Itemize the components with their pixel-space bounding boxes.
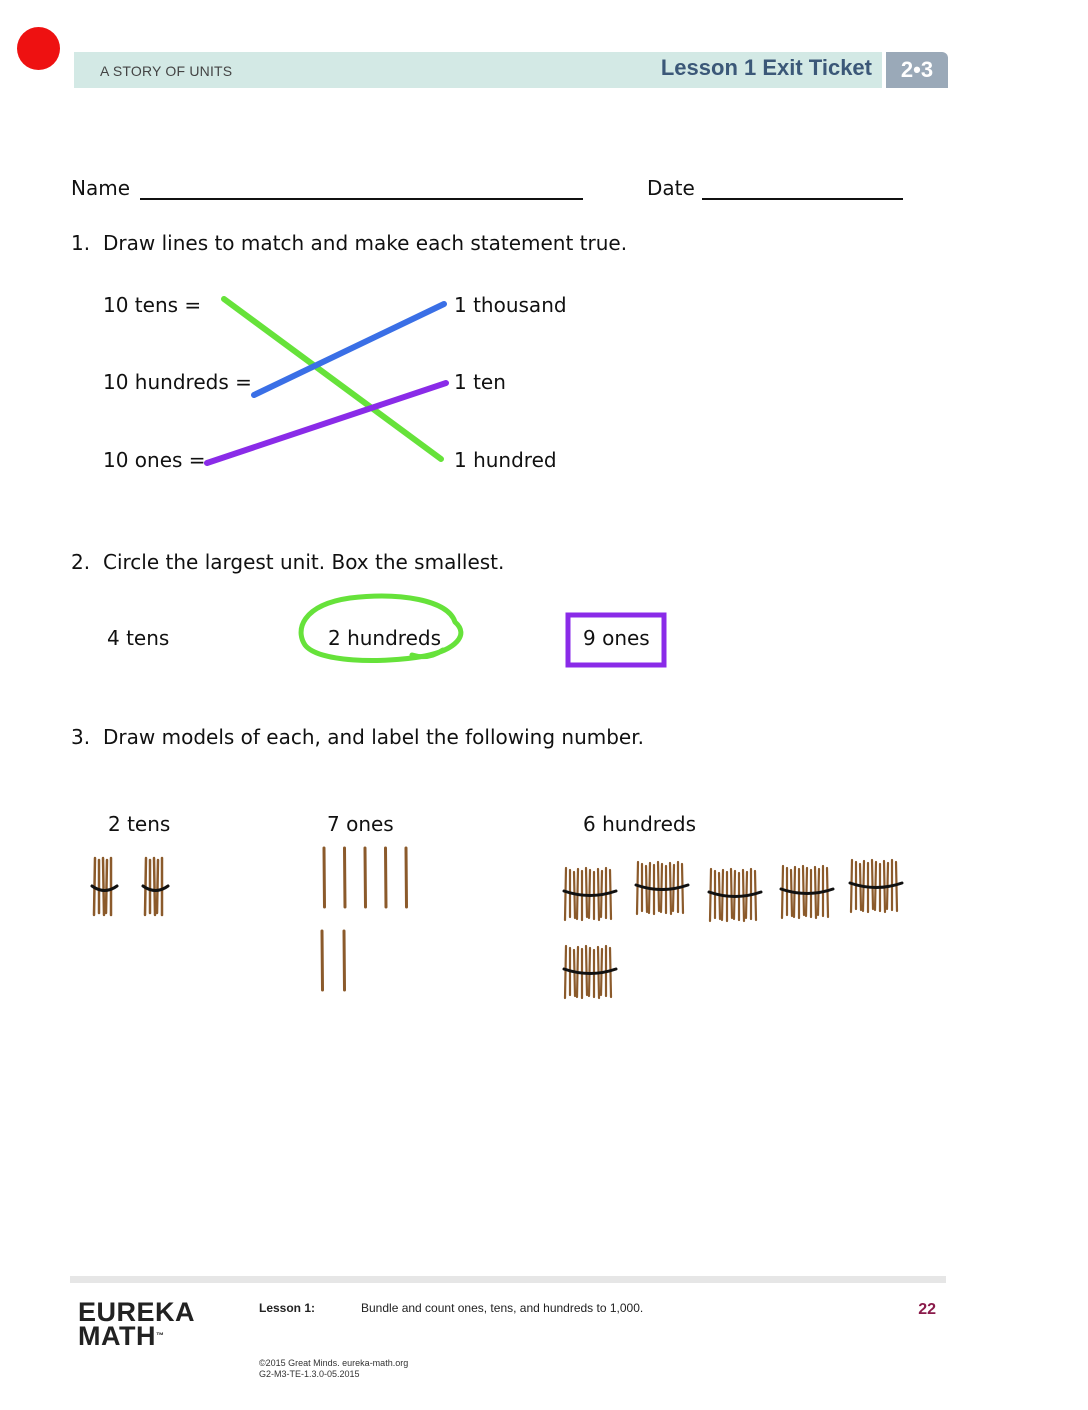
grade-module-badge: 2•3 <box>886 52 948 88</box>
hundred-stick <box>710 869 711 921</box>
one-stick <box>406 848 407 907</box>
match-line-hundreds-thousand <box>254 304 444 395</box>
one-stick <box>344 931 345 990</box>
hundred-stick <box>782 866 783 918</box>
hundred-stick <box>565 946 566 998</box>
ten-stick <box>157 860 158 913</box>
name-label: Name <box>71 176 131 200</box>
eureka-math-logo <box>78 1297 196 1351</box>
hundred-stick <box>731 869 732 918</box>
one-stick <box>386 848 387 907</box>
q3-number: 3. <box>71 725 91 749</box>
q2-prompt: Circle the largest unit. Box the smallest. <box>103 550 505 574</box>
hundred-stick <box>872 860 873 909</box>
hundred-stick <box>851 860 852 912</box>
one-stick <box>365 848 366 907</box>
q1-left-2: 10 hundreds = <box>103 370 252 394</box>
hundred-stick <box>610 948 611 997</box>
q1-right-2: 1 ten <box>454 370 506 394</box>
q1-number: 1. <box>71 231 91 255</box>
hundred-stick <box>610 870 611 919</box>
ones-models <box>322 848 407 990</box>
one-stick <box>324 848 325 907</box>
hundred-stick <box>896 862 897 911</box>
q3-label-tens: 2 tens <box>108 812 171 836</box>
q2-item-hundreds: 2 hundreds <box>328 626 442 650</box>
logo-line-2: MATH™ <box>78 1321 165 1351</box>
q3-label-ones: 7 ones <box>327 812 394 836</box>
one-stick <box>345 848 346 907</box>
hundred-stick <box>586 868 587 917</box>
one-stick <box>322 931 323 990</box>
footer-lesson-label: Lesson 1: <box>259 1301 316 1315</box>
hundred-stick <box>803 866 804 915</box>
q1-prompt: Draw lines to match and make each statement true. <box>103 231 628 255</box>
q3-label-hundreds: 6 hundreds <box>583 812 697 836</box>
q1-left-1: 10 tens = <box>103 293 202 317</box>
q2-number: 2. <box>71 550 91 574</box>
q1-right-3: 1 hundred <box>454 448 557 472</box>
date-label: Date <box>647 176 695 200</box>
q1-right-1: 1 thousand <box>454 293 567 317</box>
hundred-stick <box>658 862 659 911</box>
ten-stick <box>106 860 107 913</box>
footer-lesson-desc: Bundle and count ones, tens, and hundreds to 1,000. <box>361 1301 644 1315</box>
q1-left-3: 10 ones = <box>103 448 206 472</box>
ticket-title: Lesson 1 Exit Ticket <box>660 55 872 80</box>
q3-prompt: Draw models of each, and label the following number. <box>103 725 644 749</box>
logo-line-1: EUREKA <box>78 1297 196 1327</box>
footer-rule <box>70 1276 946 1283</box>
hundred-stick <box>637 862 638 914</box>
hundred-stick <box>755 871 756 920</box>
hundred-stick <box>682 864 683 913</box>
document-code: G2-M3-TE-1.3.0-05.2015 <box>259 1369 360 1379</box>
q2-item-tens: 4 tens <box>107 626 170 650</box>
tens-models <box>92 858 168 915</box>
q2-item-ones: 9 ones <box>583 626 650 650</box>
ten-stick <box>154 858 155 915</box>
ten-stick <box>103 858 104 915</box>
hundreds-models <box>564 860 902 998</box>
hundred-stick <box>565 868 566 920</box>
hundred-stick <box>586 946 587 995</box>
match-line-ones-ten <box>207 383 446 463</box>
copyright: ©2015 Great Minds. eureka-math.org <box>259 1358 409 1368</box>
series-title: A STORY OF UNITS <box>100 63 233 79</box>
hundred-stick <box>827 868 828 917</box>
page-number: 22 <box>918 1301 936 1318</box>
